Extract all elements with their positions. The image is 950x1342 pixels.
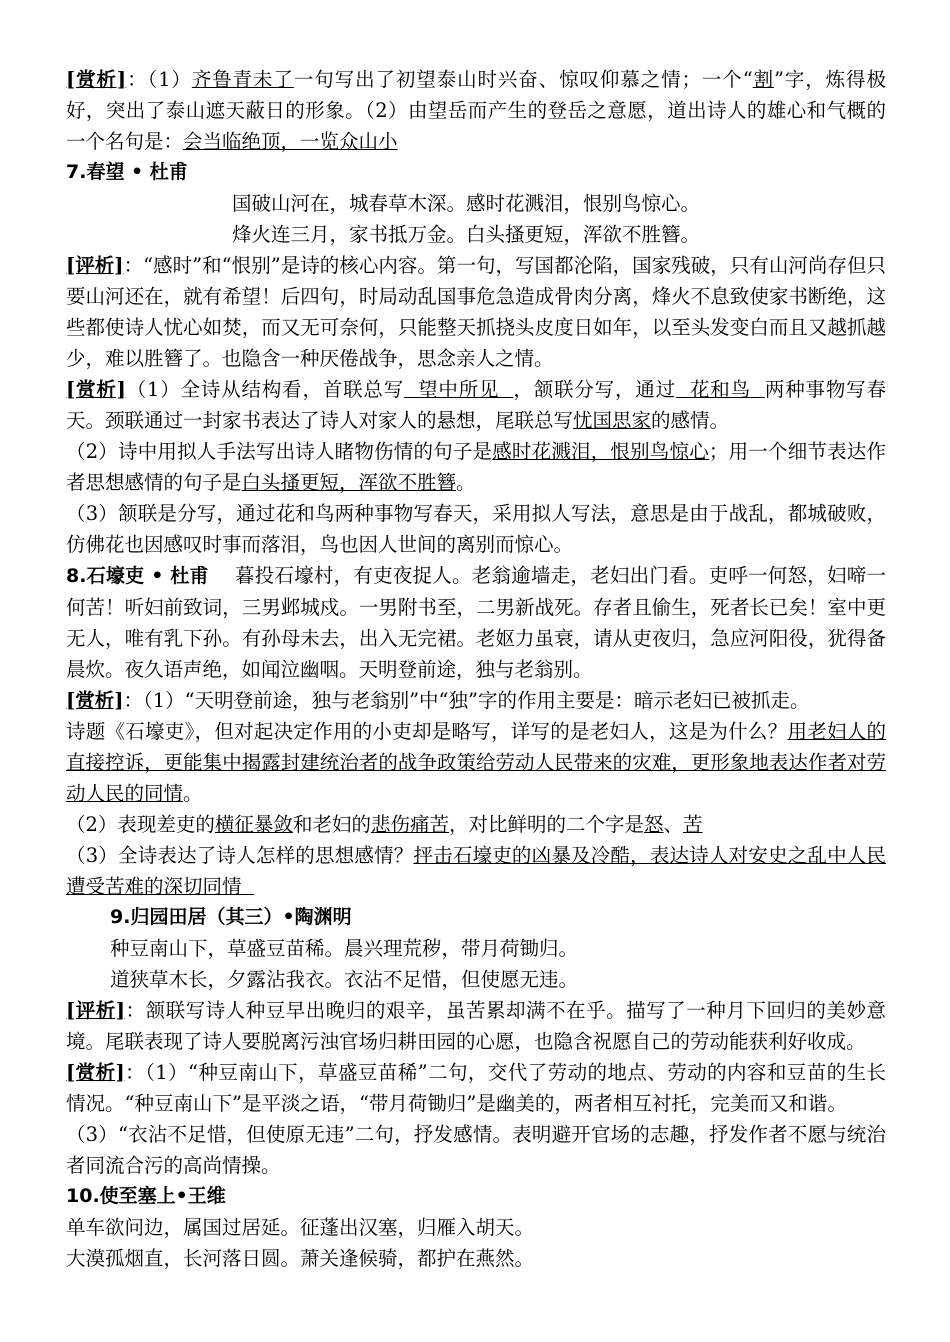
- appreciation-8-q3: [66, 840, 886, 902]
- text: 。: [456, 471, 476, 494]
- text: ；用一个细节表达作者思想感情的句子是: [66, 440, 886, 494]
- text: （1）全诗从结构看，首联总写: [125, 378, 405, 401]
- underlined-answer: 抨击石壕吏的凶暴及冷酷，表达诗人对安史之乱中人民遭受苦难的深切同情: [66, 844, 886, 898]
- appreciation-9-q3: （3）“衣沾不足惜，但使原无违”二句，抒发感情。表明避开官场的志趣，抒发作者不愿与统治者同流合污的高尚情操。: [66, 1123, 886, 1177]
- text: ，对比鲜明的二个字是: [448, 813, 644, 836]
- text: 的感情。: [651, 409, 730, 432]
- poem-line: 单车欲问边，属国过居延。征蓬出汉塞，归雁入胡天。: [66, 1216, 535, 1239]
- underlined-answer: 望中所见: [404, 378, 514, 401]
- underlined-answer: 花和鸟: [675, 378, 765, 401]
- underlined-answer: 苦: [683, 813, 703, 836]
- appreciation-7-q2: [66, 436, 886, 498]
- appreciation-tag: [赏析]: [66, 1061, 125, 1084]
- appreciation-tag: [赏析]: [66, 689, 124, 712]
- text: ，颔联分写，通过: [513, 378, 676, 401]
- appreciation-tag: [赏析]: [66, 378, 126, 401]
- underlined-answer: 感时花溅泪，恨别鸟惊心: [492, 440, 709, 463]
- appreciation-8-question: [66, 716, 886, 809]
- poem-line: 大漠孤烟直，长河落日圆。萧关逢候骑，都护在燕然。: [66, 1247, 535, 1270]
- appreciation-7-q3: （3）颔联是分写，通过花和鸟两种事物写春天，采用拟人写法，意思是由于战乱，都城破败，仿佛花也因感叹时事而落泪，鸟也因人世间的离别而惊心。: [66, 502, 886, 556]
- poem-line: 烽火连三月，家书抵万金。白头搔更短，浑欲不胜簪。: [232, 223, 701, 246]
- appreciation-9-q1: [66, 1057, 886, 1119]
- commentary-9: [66, 995, 886, 1057]
- underlined-answer: 悲伤痛苦: [370, 813, 449, 836]
- poem-heading-8: 8.石壕吏 • 杜甫: [66, 565, 209, 587]
- text: （2）诗中用拟人手法写出诗人睹物伤情的句子是: [66, 440, 493, 463]
- underlined-answer: 横征暴敛: [214, 813, 293, 836]
- poem-line: 国破山河在，城春草木深。感时花溅泪，恨别鸟惊心。: [232, 192, 701, 215]
- poem-text: 暮投石壕村，有吏夜捉人。老翁逾墙走，老妇出门看。吏呼一何怒，妇啼一何苦！听妇前致词，三男邺城戍。一男附书至，二男新战死。存者且偷生，死者长已矣！室中更无人，唯有乳下孙。有孙母未去，出入无完裙。老妪力虽衰，请从吏夜归，急应河阳役，犹得备晨炊。夜久语声绝，如闻泣幽咽。天明登前途，独与老翁别。: [66, 564, 886, 681]
- underlined-answer: 会当临绝顶，一览众山小: [183, 130, 398, 153]
- poem-heading-10: 10.使至塞上•王维: [66, 1185, 226, 1207]
- poem-heading-7: 7.春望 • 杜甫: [66, 161, 188, 183]
- text: ：（1）“种豆南山下，草盛豆苗稀”二句，交代了劳动的地点、劳动的内容和豆苗的生长情况。“种豆南山下”是平淡之语，“带月荷锄归”是幽美的，两者相互衬托，完美而又和谐。: [66, 1061, 886, 1115]
- text: 诗题《石壕吏》，但对起决定作用的小吏却是略写，详写的是老妇人，这是为什么？: [66, 720, 788, 743]
- underlined-answer: 割: [752, 68, 774, 91]
- text: ：（1）“天明登前途，独与老翁别”中“独”字的作用主要是：暗示老妇已被抓走。: [123, 689, 810, 712]
- text: ”字，炼得极好，突出了泰山遮天蔽日的形象。（2）由望岳而产生的登岳之意愿，道出诗人的雄心和气概的一个名句是：: [66, 68, 886, 153]
- text: ：“感时”和“恨别”是诗的核心内容。第一句，写国都沦陷，国家残破，只有山河尚存但只要山河还在，就有希望！后四句，时局动乱国事危急造成骨肉分离，烽火不息致使家书断绝，这些都使诗人忧心如焚，而又无可奈何，只能整天抓挠头皮度日如年，以至头发变白而且又越抓越少，难以胜簪了。也隐含一种厌倦战争，思念亲人之情。: [66, 254, 887, 370]
- appreciation-7-q1: [66, 374, 886, 436]
- poem-block-8: [66, 560, 886, 685]
- appreciation-tag: [赏析]: [66, 68, 127, 91]
- text: （2）表现差吏的: [66, 813, 215, 836]
- underlined-answer: 忧国思家: [573, 409, 652, 432]
- document-page: [66, 64, 886, 1274]
- commentary-tag: [评析]: [66, 254, 124, 277]
- poem-heading-9: 9.归园田居（其三）•陶渊明: [110, 906, 352, 928]
- poem-line: 种豆南山下，草盛豆苗稀。晨兴理荒秽，带月荷锄归。: [110, 937, 579, 960]
- appreciation-6: [66, 64, 886, 157]
- commentary-7: [66, 250, 886, 374]
- appreciation-8-q1: [66, 685, 886, 716]
- text: 、: [663, 813, 684, 836]
- appreciation-8-q2: [66, 809, 886, 840]
- text: 两种事物写春天。颈联通过一封家书表达了诗人对家人的悬想，尾联总写: [66, 378, 886, 432]
- text: ：（1）: [126, 68, 192, 91]
- text: 。: [183, 782, 203, 805]
- text: 和老妇的: [292, 813, 371, 836]
- underlined-answer: 白头搔更短，浑欲不胜簪: [241, 471, 457, 494]
- underlined-answer: 用老妇人的直接控诉，更能集中揭露封建统治者的战争政策给劳动人民带来的灾难，更形象地表达作者对劳动人民的同情: [66, 720, 886, 805]
- underlined-answer: 怒: [643, 813, 664, 836]
- commentary-tag: [评析]: [66, 999, 126, 1022]
- underlined-answer: 齐鲁青未了: [191, 68, 294, 91]
- text: 一句写出了初望泰山时兴奋、惊叹仰慕之情；一个“: [293, 68, 753, 91]
- poem-line: 道狭草木长，夕露沾我衣。衣沾不足惜，但使愿无违。: [110, 968, 579, 991]
- text: ：颔联写诗人种豆早出晚归的艰辛，虽苦累却满不在乎。描写了一种月下回归的美妙意境。尾联表现了诗人要脱离污浊官场归耕田园的心愿，也隐含祝愿自己的劳动能获利好收成。: [66, 999, 886, 1053]
- text: （3）全诗表达了诗人怎样的思想感情？: [66, 844, 414, 867]
